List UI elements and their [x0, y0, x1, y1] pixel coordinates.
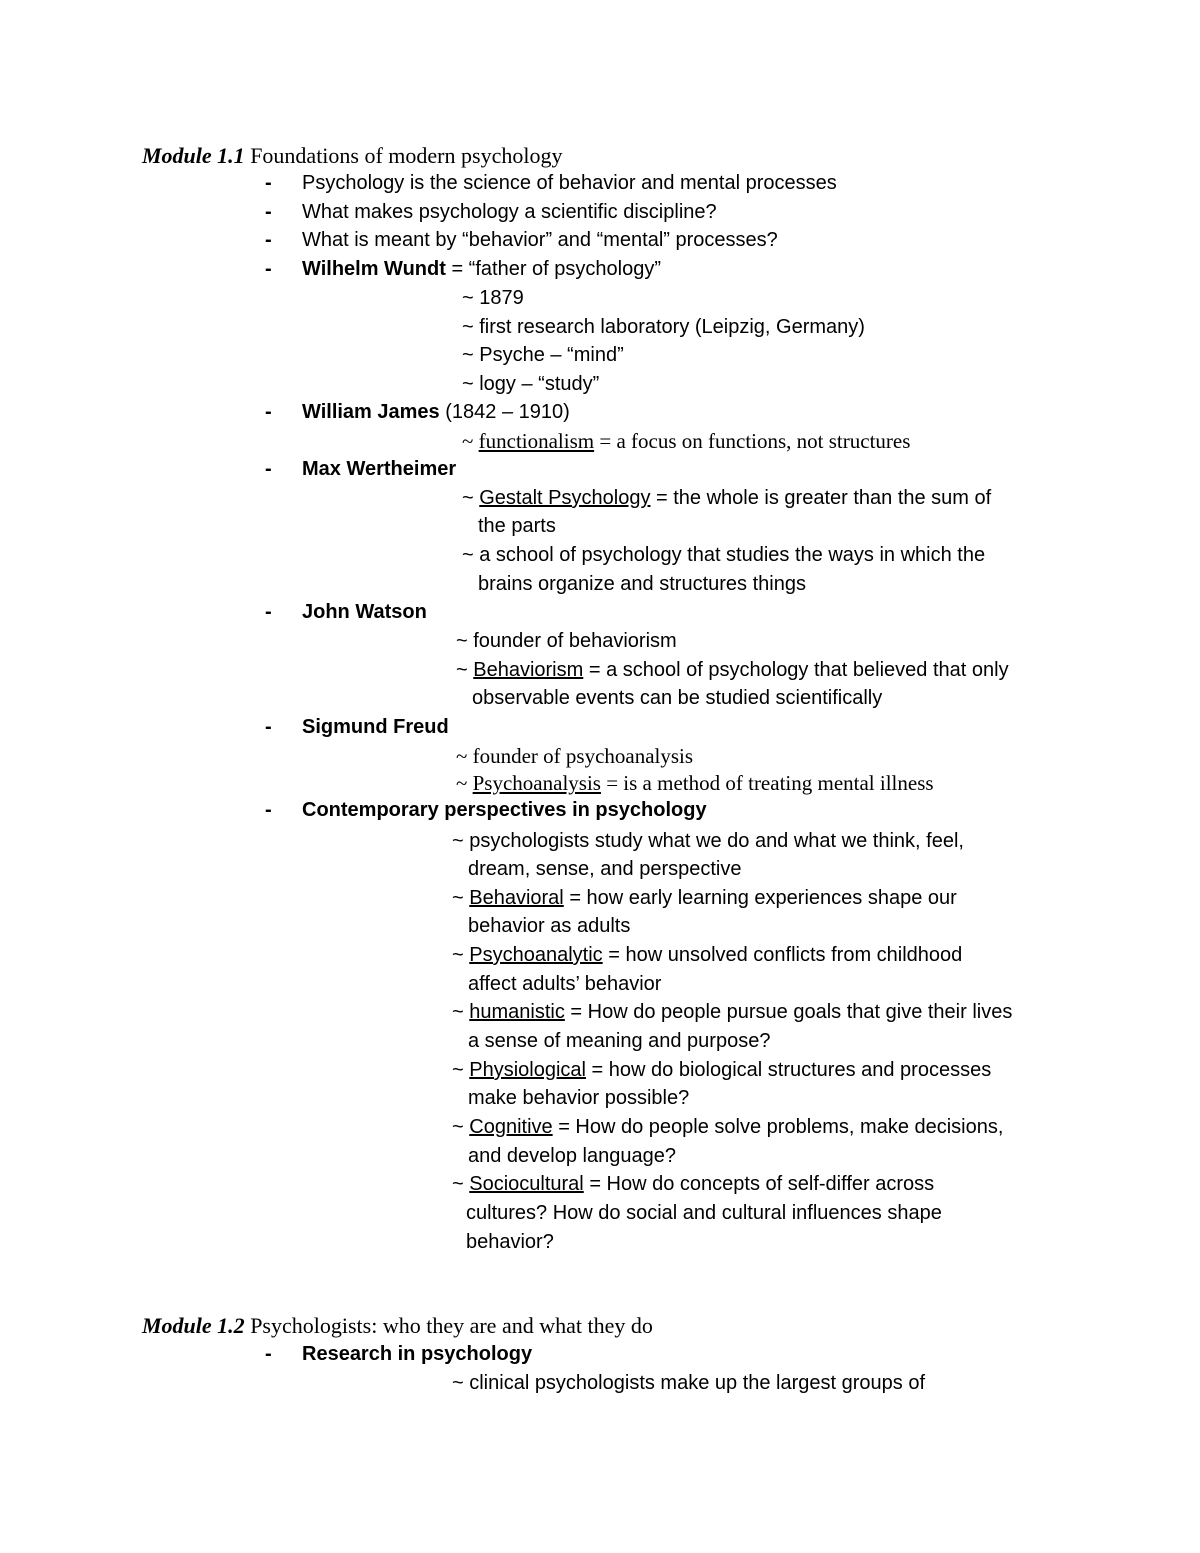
sub-item: ~ logy – “study” [462, 373, 600, 395]
sub-item [452, 942, 962, 968]
tilde: ~ [456, 771, 473, 795]
bullet-text: (1842 – 1910) [439, 401, 570, 423]
tilde: ~ [456, 659, 474, 681]
james-bullet [302, 399, 570, 425]
bullet-text: = “father of psychology” [445, 258, 661, 280]
tilde: ~ [452, 944, 470, 966]
sub-item [456, 657, 1009, 683]
bullet-dash: - [265, 601, 272, 623]
sub-item [452, 1171, 934, 1197]
tilde: ~ [452, 1059, 470, 1081]
sub-item-continuation: cultures? How do social and cultural influences shape [466, 1202, 942, 1224]
definition: = a focus on functions, not structures [594, 429, 911, 453]
person-name: William James [302, 401, 440, 423]
module-label: Module 1.2 [142, 1313, 245, 1338]
sub-item [452, 1114, 1003, 1140]
term: Sociocultural [469, 1173, 584, 1195]
sub-item: ~ Psyche – “mind” [462, 344, 624, 366]
sub-item [456, 770, 934, 796]
person-name: John Watson [302, 601, 427, 623]
sub-item [452, 999, 1012, 1025]
sub-item-continuation: and develop language? [468, 1145, 676, 1167]
definition: = the whole is greater than the sum of [650, 487, 992, 509]
sub-item [462, 428, 910, 454]
bullet-dash: - [265, 799, 272, 821]
sub-item [462, 485, 991, 511]
term: Gestalt Psychology [479, 487, 651, 509]
term: functionalism [478, 429, 595, 453]
sub-item: ~ first research laboratory (Leipzig, Germany) [462, 316, 865, 338]
definition: = How do people solve problems, make decisions, [552, 1116, 1004, 1138]
sub-item: ~ a school of psychology that studies the ways in which the [462, 544, 986, 566]
definition: = How do concepts of self-differ across [583, 1173, 935, 1195]
module-1-2-heading [142, 1313, 653, 1339]
sub-item: ~ 1879 [462, 287, 524, 309]
tilde: ~ [462, 429, 479, 453]
tilde: ~ [462, 487, 480, 509]
person-name: Max Wertheimer [302, 458, 457, 480]
sub-item [452, 1057, 991, 1083]
definition: = how unsolved conflicts from childhood [602, 944, 963, 966]
module-1-1-heading [142, 143, 562, 169]
term: humanistic [469, 1001, 565, 1023]
bullet-dash: - [265, 258, 272, 280]
sub-item-continuation: make behavior possible? [468, 1087, 690, 1109]
person-name: Wilhelm Wundt [302, 258, 446, 280]
bullet-dash: - [265, 201, 272, 223]
bullet-dash: - [265, 1343, 272, 1365]
bullet-text: What is meant by “behavior” and “mental” processes? [302, 229, 778, 251]
sub-item-continuation: dream, sense, and perspective [468, 858, 742, 880]
bullet-dash: - [265, 172, 272, 194]
definition: = how early learning experiences shape our [563, 887, 957, 909]
sub-item: ~ founder of psychoanalysis [456, 744, 694, 768]
section-name: Contemporary perspectives in psychology [302, 799, 707, 821]
term: Physiological [469, 1059, 586, 1081]
sub-item-continuation: brains organize and structures things [478, 573, 806, 595]
tilde: ~ [452, 1173, 470, 1195]
definition: = a school of psychology that believed that only [583, 659, 1009, 681]
definition: = how do biological structures and processes [585, 1059, 992, 1081]
bullet-dash: - [265, 458, 272, 480]
term: Cognitive [469, 1116, 553, 1138]
tilde: ~ [452, 887, 470, 909]
module-title: Foundations of modern psychology [244, 143, 563, 168]
wundt-bullet [302, 256, 661, 282]
definition: = How do people pursue goals that give their lives [564, 1001, 1013, 1023]
sub-item: ~ psychologists study what we do and what we think, feel, [452, 830, 964, 852]
module-label: Module 1.1 [142, 143, 245, 168]
bullet-text: Psychology is the science of behavior and mental processes [302, 172, 837, 194]
section-name: Research in psychology [302, 1343, 533, 1365]
sub-item-continuation: affect adults’ behavior [468, 973, 662, 995]
sub-item-continuation: a sense of meaning and purpose? [468, 1030, 771, 1052]
sub-item: ~ clinical psychologists make up the largest groups of [452, 1372, 926, 1394]
definition: = is a method of treating mental illness [600, 771, 934, 795]
person-name: Sigmund Freud [302, 716, 449, 738]
sub-item-continuation: observable events can be studied scientifically [472, 687, 883, 709]
sub-item-continuation: the parts [478, 515, 556, 537]
sub-item-continuation: behavior as adults [468, 915, 631, 937]
term: Psychoanalytic [469, 944, 603, 966]
bullet-dash: - [265, 401, 272, 423]
term: Psychoanalysis [472, 771, 601, 795]
tilde: ~ [452, 1001, 470, 1023]
bullet-dash: - [265, 229, 272, 251]
sub-item-continuation: behavior? [466, 1231, 554, 1253]
sub-item [452, 885, 957, 911]
sub-item: ~ founder of behaviorism [456, 630, 677, 652]
bullet-dash: - [265, 716, 272, 738]
term: Behavioral [469, 887, 564, 909]
bullet-text: What makes psychology a scientific discipline? [302, 201, 717, 223]
module-title: Psychologists: who they are and what they do [244, 1313, 653, 1338]
tilde: ~ [452, 1116, 470, 1138]
term: Behaviorism [473, 659, 584, 681]
